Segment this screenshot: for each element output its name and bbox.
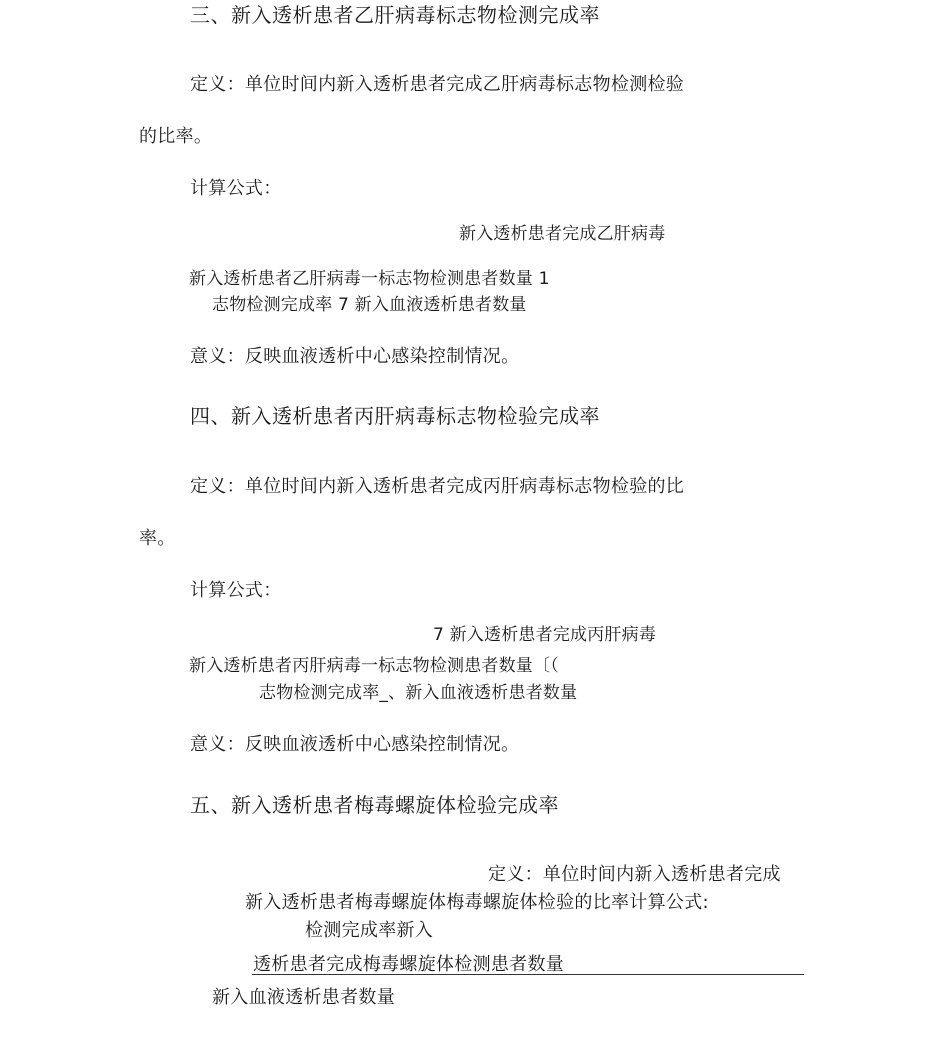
- section-3-meaning: 意义：反映血液透析中心感染控制情况。: [190, 346, 520, 367]
- section-3-formula-line-3: 志物检测完成率 7 新入血液透析患者数量: [212, 295, 527, 315]
- section-5-formula-numerator: 透析患者完成梅毒螺旋体检测患者数量: [253, 954, 565, 975]
- section-5-formula-label: 检测完成率新入: [305, 920, 434, 941]
- section-3-heading: 三、新入透析患者乙肝病毒标志物检测完成率: [190, 3, 600, 27]
- section-4-formula-line-2: 新入透析患者丙肝病毒一标志物检测患者数量〔（: [189, 656, 559, 676]
- section-5-definition-line: 定义：单位时间内新入透析患者完成: [488, 864, 781, 885]
- section-4-formula-line-3: 志物检测完成率_、新入血液透析患者数量: [259, 683, 578, 703]
- section-5-formula-denominator: 新入血液透析患者数量: [212, 987, 395, 1008]
- fraction-divider: [252, 974, 804, 975]
- section-4-formula-line-1: 7 新入透析患者完成丙肝病毒: [433, 625, 657, 645]
- section-3-definition-line-1: 定义：单位时间内新入透析患者完成乙肝病毒标志物检测检验: [190, 74, 685, 95]
- section-3-definition-line-2: 的比率。: [139, 126, 213, 147]
- section-4-definition-line-1: 定义：单位时间内新入透析患者完成丙肝病毒标志物检验的比: [190, 476, 685, 497]
- section-4-heading: 四、新入透析患者丙肝病毒标志物检验完成率: [190, 404, 600, 428]
- section-4-meaning: 意义：反映血液透析中心感染控制情况。: [190, 734, 520, 755]
- section-3-formula-label: 计算公式：: [190, 178, 282, 199]
- section-5-heading: 五、新入透析患者梅毒螺旋体检验完成率: [190, 793, 559, 817]
- section-4-formula-label: 计算公式：: [190, 580, 282, 601]
- section-3-formula-line-2: 新入透析患者乙肝病毒一标志物检测患者数量 1: [189, 269, 550, 289]
- section-3-formula-line-1: 新入透析患者完成乙肝病毒: [459, 224, 666, 244]
- section-5-formula-intro: 新入透析患者梅毒螺旋体梅毒螺旋体检验的比率计算公式:: [245, 892, 709, 913]
- section-4-definition-line-2: 率。: [139, 528, 176, 549]
